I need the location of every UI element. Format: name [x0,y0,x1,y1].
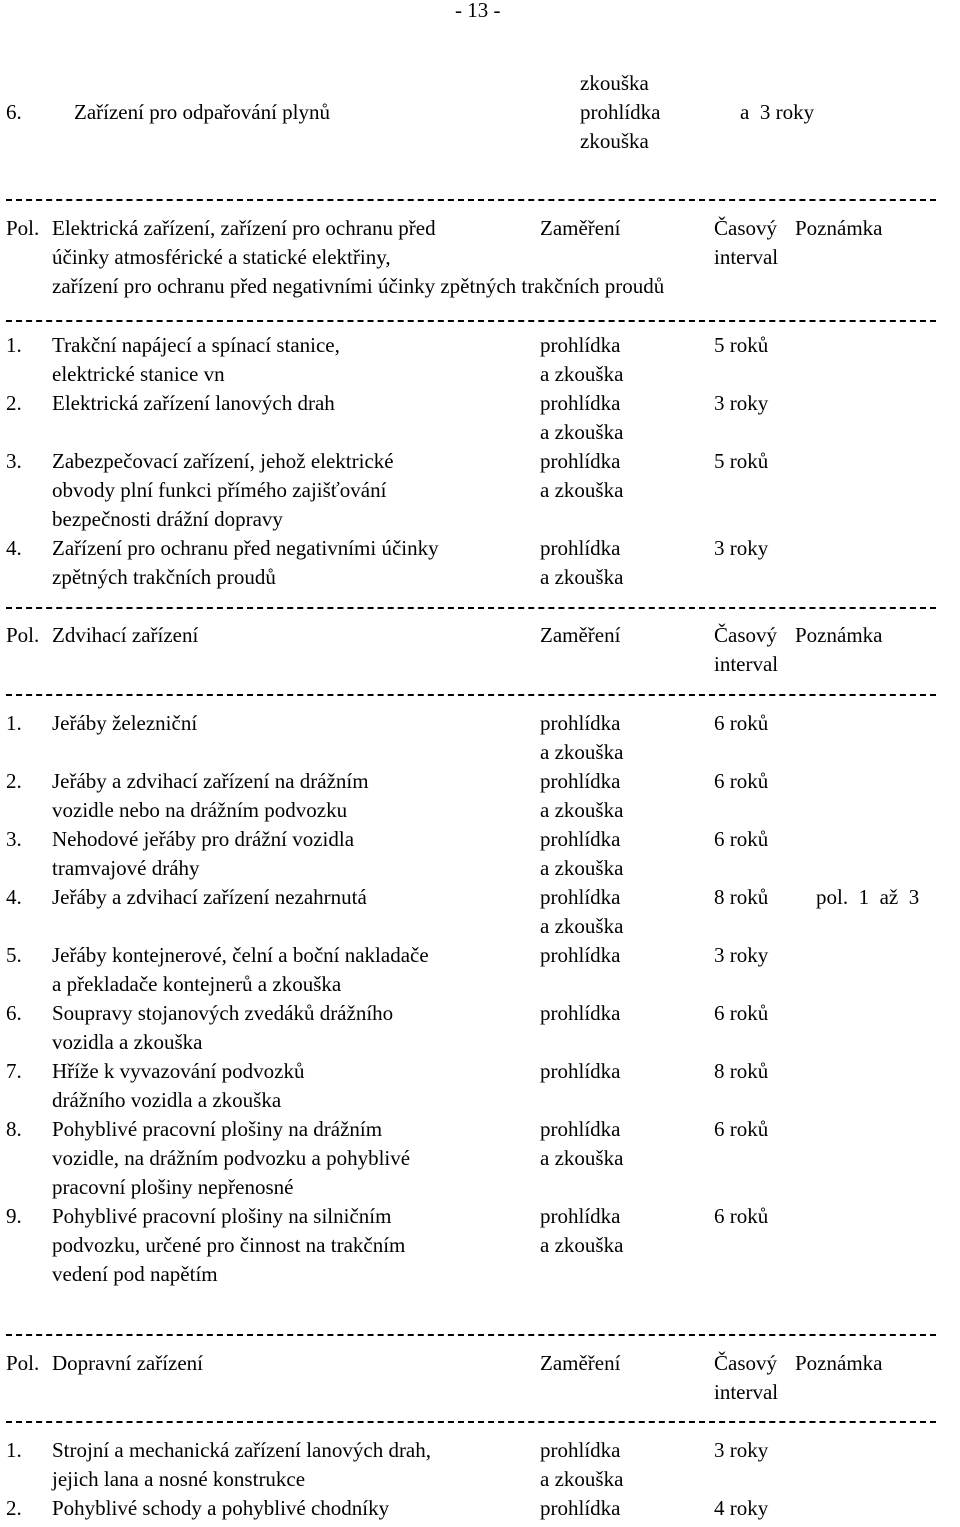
row-zamereni: a zkouška [540,420,624,444]
row-number: 5. [6,943,22,967]
row-number: 2. [6,1496,22,1520]
section-title: Zdvihací zařízení [52,623,199,647]
row-zamereni: a zkouška [540,1467,624,1491]
row-name: Pohyblivé schody a pohyblivé chodníky [52,1496,390,1520]
row-zamereni: a zkouška [540,1233,624,1257]
row-number: 4. [6,536,22,560]
row-interval: 6 roků [714,711,769,735]
zamereni-line: zkouška [580,71,649,95]
row-zamereni: a zkouška [540,478,624,502]
col-zamereni: Zaměření [540,623,621,647]
row-zamereni: prohlídka [540,885,621,909]
dashed-divider [6,1334,936,1336]
row-name: Hříže k vyvazování podvozků [52,1059,305,1083]
row-name: Jeřáby železniční [52,711,198,735]
row-zamereni: prohlídka [540,333,621,357]
col-poznamka: Poznámka [795,1351,883,1375]
row-zamereni: prohlídka [540,1496,621,1520]
row-name: drážního vozidla a zkouška [52,1088,282,1112]
section-title: Elektrická zařízení, zařízení pro ochranu před [52,216,436,240]
row-number: 2. [6,769,22,793]
row-number: 3. [6,827,22,851]
row-zamereni: prohlídka [540,1117,621,1141]
row-name: Nehodové jeřáby pro drážní vozidla [52,827,355,851]
pol-label: Pol. [6,623,40,647]
row-name: Jeřáby a zdvihací zařízení na drážním [52,769,369,793]
zamereni-line: prohlídka [580,100,661,124]
row-interval: 3 roky [714,391,769,415]
pol-label: Pol. [6,1351,40,1375]
row-interval: 5 roků [714,333,769,357]
row-name: vozidle nebo na drážním podvozku [52,798,348,822]
row-zamereni: a zkouška [540,740,624,764]
row-name: obvody plní funkci přímého zajišťování [52,478,387,502]
row-name: Zabezpečovací zařízení, jehož elektrické [52,449,394,473]
row-name: vozidla a zkouška [52,1030,203,1054]
row-number: 7. [6,1059,22,1083]
row-zamereni: prohlídka [540,1438,621,1462]
row-interval: 4 roky [714,1496,769,1520]
row-zamereni: a zkouška [540,362,624,386]
col-interval: Časový [714,1351,777,1375]
dashed-divider [6,199,936,201]
row-zamereni: prohlídka [540,1001,621,1025]
row-number: 9. [6,1204,22,1228]
row-interval: 3 roky [714,943,769,967]
col-poznamka: Poznámka [795,216,883,240]
row-name: jejich lana a nosné konstrukce [52,1467,306,1491]
dashed-divider [6,320,936,322]
col-interval: interval [714,652,779,676]
row-name: a překladače kontejnerů a zkouška [52,972,342,996]
section-title: účinky atmosférické a statické elektřiny, [52,245,391,269]
row-zamereni: prohlídka [540,449,621,473]
dashed-divider [6,1421,936,1423]
row-interval: 6 roků [714,1204,769,1228]
row-number: 3. [6,449,22,473]
item-interval: a 3 roky [740,100,815,124]
row-interval: 5 roků [714,449,769,473]
row-number: 1. [6,711,22,735]
row-name: Jeřáby a zdvihací zařízení nezahrnutá [52,885,367,909]
pol-label: Pol. [6,216,40,240]
row-name: elektrické stanice vn [52,362,225,386]
row-name: Zařízení pro ochranu před negativními účinky [52,536,439,560]
row-interval: 6 roků [714,1117,769,1141]
row-zamereni: a zkouška [540,856,624,880]
col-poznamka: Poznámka [795,623,883,647]
row-name: Pohyblivé pracovní plošiny na drážním [52,1117,383,1141]
row-number: 2. [6,391,22,415]
row-name: Soupravy stojanových zvedáků drážního [52,1001,394,1025]
row-zamereni: prohlídka [540,769,621,793]
row-interval: 3 roky [714,536,769,560]
row-zamereni: prohlídka [540,1059,621,1083]
row-name: pracovní plošiny nepřenosné [52,1175,294,1199]
row-number: 1. [6,1438,22,1462]
col-zamereni: Zaměření [540,216,621,240]
row-zamereni: prohlídka [540,827,621,851]
row-zamereni: prohlídka [540,536,621,560]
col-interval: interval [714,245,779,269]
row-name: Strojní a mechanická zařízení lanových drah, [52,1438,432,1462]
row-name: Jeřáby kontejnerové, čelní a boční nakladače [52,943,429,967]
row-zamereni: a zkouška [540,914,624,938]
col-interval: Časový [714,216,777,240]
dashed-divider [6,694,936,696]
row-poznamka: pol. 1 až 3 [816,885,920,909]
row-interval: 6 roků [714,1001,769,1025]
row-name: Trakční napájecí a spínací stanice, [52,333,340,357]
row-name: tramvajové dráhy [52,856,200,880]
row-number: 8. [6,1117,22,1141]
item-number: 6. [6,100,22,124]
item-name: Zařízení pro odpařování plynů [74,100,330,124]
row-zamereni: prohlídka [540,1204,621,1228]
row-name: Elektrická zařízení lanových drah [52,391,335,415]
row-name: zpětných trakčních proudů [52,565,276,589]
row-name: vedení pod napětím [52,1262,218,1286]
row-zamereni: prohlídka [540,711,621,735]
page-number: - 13 - [455,0,501,22]
row-zamereni: a zkouška [540,798,624,822]
row-interval: 6 roků [714,827,769,851]
row-zamereni: a zkouška [540,565,624,589]
row-interval: 8 roků [714,1059,769,1083]
col-interval: Časový [714,623,777,647]
col-interval: interval [714,1380,779,1404]
row-number: 4. [6,885,22,909]
row-interval: 3 roky [714,1438,769,1462]
row-interval: 6 roků [714,769,769,793]
section-title: Dopravní zařízení [52,1351,204,1375]
row-name: bezpečnosti drážní dopravy [52,507,283,531]
row-zamereni: a zkouška [540,1146,624,1170]
row-number: 1. [6,333,22,357]
dashed-divider [6,607,936,609]
row-number: 6. [6,1001,22,1025]
section-title: zařízení pro ochranu před negativními účinky zpětných trakčních proudů [52,274,665,298]
row-interval: 8 roků [714,885,769,909]
col-zamereni: Zaměření [540,1351,621,1375]
row-zamereni: prohlídka [540,391,621,415]
zamereni-line: zkouška [580,129,649,153]
row-zamereni: prohlídka [540,943,621,967]
row-name: podvozku, určené pro činnost na trakčním [52,1233,406,1257]
row-name: Pohyblivé pracovní plošiny na silničním [52,1204,392,1228]
row-name: vozidle, na drážním podvozku a pohyblivé [52,1146,411,1170]
